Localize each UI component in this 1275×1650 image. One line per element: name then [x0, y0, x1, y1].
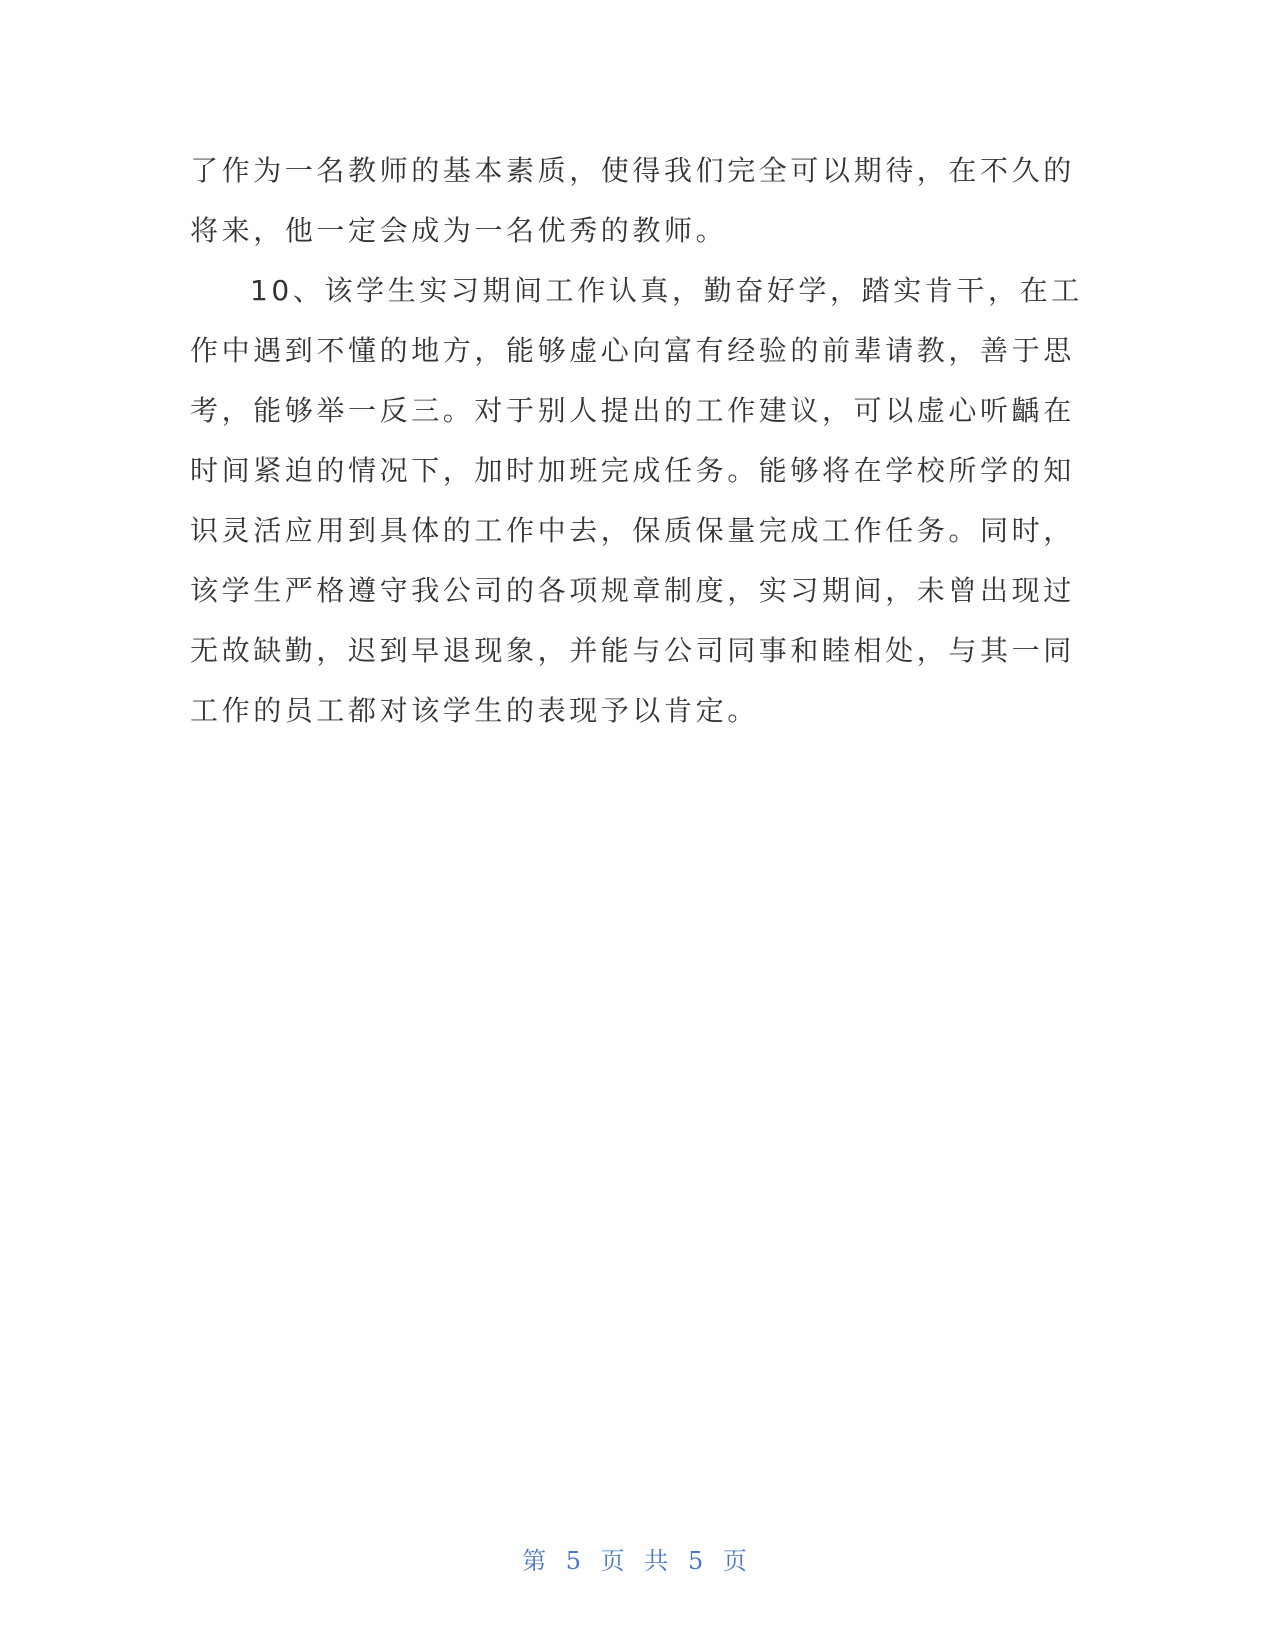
text-line: 该学生严格遵守我公司的各项规章制度，实习期间，未曾出现过 — [190, 574, 1075, 607]
text-line: 时间紧迫的情况下，加时加班完成任务。能够将在学校所学的知 — [190, 454, 1075, 487]
text-line: 将来，他一定会成为一名优秀的教师。 — [190, 214, 728, 247]
body-text — [190, 141, 1083, 741]
page-number-footer: 第 5 页 共 5 页 — [522, 1547, 753, 1575]
text-line: 无故缺勤，迟到早退现象，并能与公司同事和睦相处，与其一同 — [190, 634, 1075, 667]
text-line: 识灵活应用到具体的工作中去，保质保量完成工作任务。同时， — [190, 514, 1075, 547]
text-line: 作中遇到不懂的地方，能够虚心向富有经验的前辈请教，善于思 — [190, 334, 1075, 367]
text-line: 工作的员工都对该学生的表现予以肯定。 — [190, 694, 759, 727]
text-line: 考，能够举一反三。对于别人提出的工作建议，可以虚心听齲在 — [190, 394, 1075, 427]
paragraph-start-line: 10、该学生实习期间工作认真，勤奋好学，踏实肯干，在工 — [250, 274, 1083, 307]
text-line: 了作为一名教师的基本素质，使得我们完全可以期待，在不久的 — [190, 154, 1075, 187]
